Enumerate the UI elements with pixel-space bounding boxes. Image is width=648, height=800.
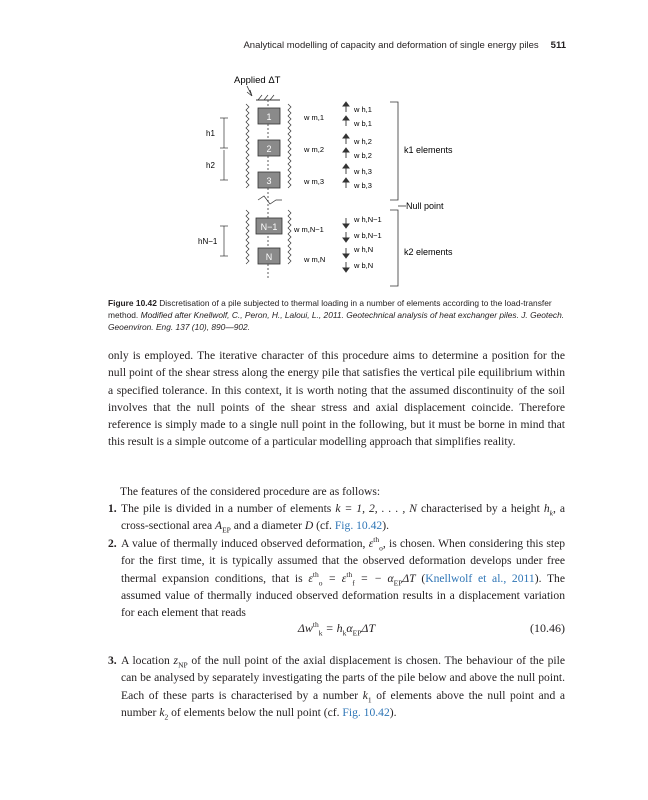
height-label-2: h2 xyxy=(206,161,215,170)
w-h-label-n: w h,N xyxy=(354,245,374,254)
list-item-1 xyxy=(108,500,565,535)
list-item-2 xyxy=(108,535,565,621)
element-box-3 xyxy=(258,172,280,188)
w-h-label-n-1: w h,N−1 xyxy=(354,215,382,224)
paragraph-2: The features of the considered procedure are as follows: xyxy=(120,485,381,498)
k1-elements-label: k1 elements xyxy=(404,145,453,155)
k2-elements-label: k2 elements xyxy=(404,247,453,257)
displacement-arrows xyxy=(343,102,349,272)
caption-text: Discretisation of a pile subjected to thermal loading in a number of elements according to the load-transfer method. xyxy=(108,298,552,321)
applied-delta-t-label: Applied ΔT xyxy=(234,75,281,86)
equation-10-46 xyxy=(108,621,565,639)
element-box-2 xyxy=(258,140,280,156)
element-1-label: 1 xyxy=(266,112,272,122)
list-text-1: The pile is divided in a number of elements k = 1, 2, . . . , N characterised by a height $h_k$, a cross-sectional area $A_{EP}$ and a diameter D (cf. Fig. 10.42). xyxy=(121,502,566,535)
element-box-1 xyxy=(258,108,280,124)
w-m-label-n: w m,N xyxy=(304,255,326,264)
list-text-2: A value of thermally induced observed deformation, $\varepsilon^{th}_o$, is chosen. When considering this step for the first time, it is typically assumed that the observed deformation develops under free thermal expansion conditions, that is $\varepsilon^{th}_o = \varepsilon^{th}_f$ = − $\alpha_{EP}\Delta T$ (Knellwolf et al., 2011). The assumed value of thermally induced observed deformation results in a displacement variation for each element that reads xyxy=(121,535,566,620)
height-label-n-1: hN−1 xyxy=(198,237,218,246)
list-item-3 xyxy=(108,652,565,721)
w-b-label-n: w b,N xyxy=(354,261,374,270)
element-2-label: 2 xyxy=(266,144,272,154)
w-b-label-2: w b,2 xyxy=(354,151,372,160)
w-h-label-3: w h,3 xyxy=(354,167,372,176)
caption-source: Modified after Knellwolf, C., Peron, H., Laloui, L., 2011. Geotechnical analysis of heat exchanger piles. J. Geotech. Geoenviron. Eng. 137 (10), 890—902. xyxy=(108,310,565,333)
equation-body: $\Delta w^{th}_k = h_k\alpha_{EP}\Delta T$ xyxy=(297,620,376,638)
citation-link-knellwolf[interactable]: Knellwolf et al., 2011 xyxy=(425,571,535,585)
element-n-label: N xyxy=(265,252,273,262)
w-m-label-n-1: w m,N−1 xyxy=(294,225,324,234)
w-b-label-n-1: w b,N−1 xyxy=(354,231,382,240)
ground-hatch xyxy=(256,95,280,100)
figure-caption xyxy=(108,297,566,334)
element-n-1-label: N−1 xyxy=(260,222,278,232)
w-m-label-1: w m,1 xyxy=(304,113,325,122)
pile-break-mark xyxy=(258,196,282,204)
list-number-2: 2. xyxy=(108,537,117,550)
null-point-label: Null point xyxy=(406,201,444,211)
page-number: 511 xyxy=(550,40,566,51)
w-m-label-2: w m,2 xyxy=(304,145,325,154)
equation-number: (10.46) xyxy=(530,621,565,635)
element-box-n xyxy=(258,248,280,264)
figure-diagram xyxy=(200,60,460,292)
w-h-label-1: w h,1 xyxy=(354,105,372,114)
w-h-label-2: w h,2 xyxy=(354,137,372,146)
paragraph-1: only is employed. The iterative character of this procedure aims to determine a position for the null point of the shear stress along the energy pile that satisfies the vertical pile equilibrium within a specified tolerance. In this context, it is worth noting that the assumed discontinuity of the soil involves that the null points of the shear stress and axial displacement coincide. Therefore reference is simply made to a single null point in the following, but it must be borne in mind that this result is a simple outcome of a particular modelling approach that simplifies reality. xyxy=(108,349,565,449)
applied-arrow xyxy=(247,86,252,96)
running-head xyxy=(0,40,566,51)
element-3-label: 3 xyxy=(266,176,272,186)
fig-ref-link-1[interactable]: Fig. 10.42 xyxy=(334,519,383,533)
fig-ref-link-2[interactable]: Fig. 10.42 xyxy=(342,705,390,719)
w-b-label-3: w b,3 xyxy=(354,181,372,190)
figure-10-42 xyxy=(200,60,460,292)
element-box-n-1 xyxy=(256,218,282,234)
w-b-label-1: w b,1 xyxy=(354,119,372,128)
caption-label: Figure 10.42 xyxy=(108,298,157,308)
height-dimensions xyxy=(220,118,228,256)
list-number-1: 1. xyxy=(108,502,117,515)
w-m-label-3: w m,3 xyxy=(304,177,325,186)
height-label-1: h1 xyxy=(206,129,215,138)
list-text-3: A location $z_{NP}$ of the null point of the axial displacement is chosen. The behaviour of the pile can be analysed by separately investigating the parts of the pile below and above the null point. Each of these parts is characterised by a number $k_1$ of elements above the null point and a number $k_2$ of elements below the null point (cf. Fig. 10.42). xyxy=(121,654,565,722)
running-title: Analytical modelling of capacity and deformation of single energy piles xyxy=(243,40,539,51)
list-number-3: 3. xyxy=(108,654,117,667)
k-brackets xyxy=(390,102,406,286)
